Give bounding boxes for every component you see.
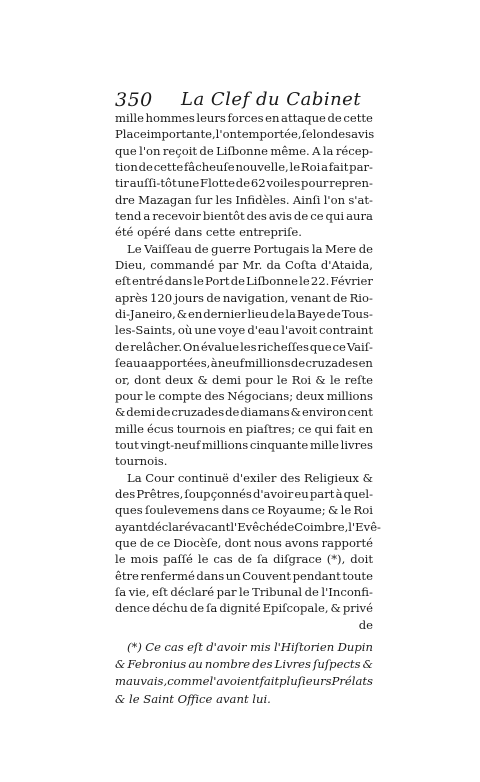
text-line: après 120 jours de navigation, venant de Rio- [115, 290, 373, 305]
footnote-line: mauvais, comme l'avoient fait pluſieurs Prélats [115, 674, 373, 689]
running-title: La Clef du Cabinet [181, 89, 362, 110]
text-line: di-Janeiro, & en dernier lieu de la Baye de Tous- [115, 307, 373, 322]
text-line: ques ſoulevemens dans ce Royaume; & le Roi [115, 503, 373, 518]
text-line: que de ce Diocèſe, dont nous avons rapporté [115, 535, 373, 550]
text-line: Le Vaiſſeau de guerre Portugais la Mere de [127, 241, 373, 256]
text-line: le mois paſſé le cas de ſa diſgrace (*), doit [115, 552, 373, 567]
text-line: être renfermé dans un Couvent pendant toute [115, 568, 373, 583]
footnote [115, 639, 373, 708]
text-line: mille écus tournois en piaſtres; ce qui fait en [115, 421, 373, 436]
text-line: La Cour continuë d'exiler des Religieux & [127, 470, 373, 485]
main-text [115, 110, 381, 708]
text-line: ſeau a apportées, à neuf millions de cruzades en [115, 356, 373, 371]
text-line: & demi de cruzades de diamans & environ cent [115, 405, 373, 420]
text-line: Dieu, commandé par Mr. da Coſta d'Ataida, [115, 258, 373, 273]
text-line: tir auſſi-tôt une Flotte de 62 voiles pour repren- [115, 176, 373, 191]
text-line: ſa vie, eſt déclaré par le Tribunal de l'Inconfi- [115, 584, 373, 599]
text-line: les-Saints, où une voye d'eau l'avoit contraint [115, 323, 373, 338]
footnote-line: & le Saint Office avant lui. [115, 691, 271, 706]
page-number: 350 [115, 89, 153, 111]
text-line: de relâcher. On évalue les richeſſes que ce Vaiſ- [115, 339, 373, 354]
footnote-line: & Febronius au nombre des Livres ſuſpects & [115, 657, 373, 672]
text-line: ayant déclaré vacant l'Evêché de Coimbre, l'Evê- [115, 519, 381, 534]
text-line: tournois. [115, 454, 168, 469]
footnote-line: (*) Ce cas eſt d'avoir mis l'Hiſtorien Dupin [127, 640, 373, 654]
text-line: dence déchu de ſa dignité Epiſcopale, & privé [115, 601, 373, 616]
text-line: eſt entré dans le Port de Liſbonne le 22. Février [115, 274, 373, 289]
page-header [115, 89, 375, 111]
text-line: des Prêtres, ſoupçonnés d'avoir eu part à quel- [115, 486, 373, 501]
text-line: été opéré dans cette entrepriſe. [115, 225, 302, 240]
text-line: Place importante, l'ont emportée, ſelon des avis [115, 127, 375, 142]
text-line: mille hommes leurs forces en attaque de cette [115, 111, 373, 125]
text-line: dre Mazagan ſur les Infidèles. Ainſi l'on s'at- [115, 192, 373, 207]
catchword: de [358, 617, 373, 632]
text-line: tion de cette fâcheuſe nouvelle, le Roi a fait par- [115, 160, 373, 175]
text-line: or, dont deux & demi pour le Roi & le reſte [115, 372, 373, 387]
text-line: que l'on reçoit de Liſbonne même. A la récep- [115, 143, 373, 158]
text-line: tend a recevoir bientôt des avis de ce qui aura [115, 209, 373, 224]
text-line: pour le compte des Négocians; deux millions [115, 388, 373, 403]
text-line: tout vingt-neuf millions cinquante mille livres [115, 437, 373, 452]
